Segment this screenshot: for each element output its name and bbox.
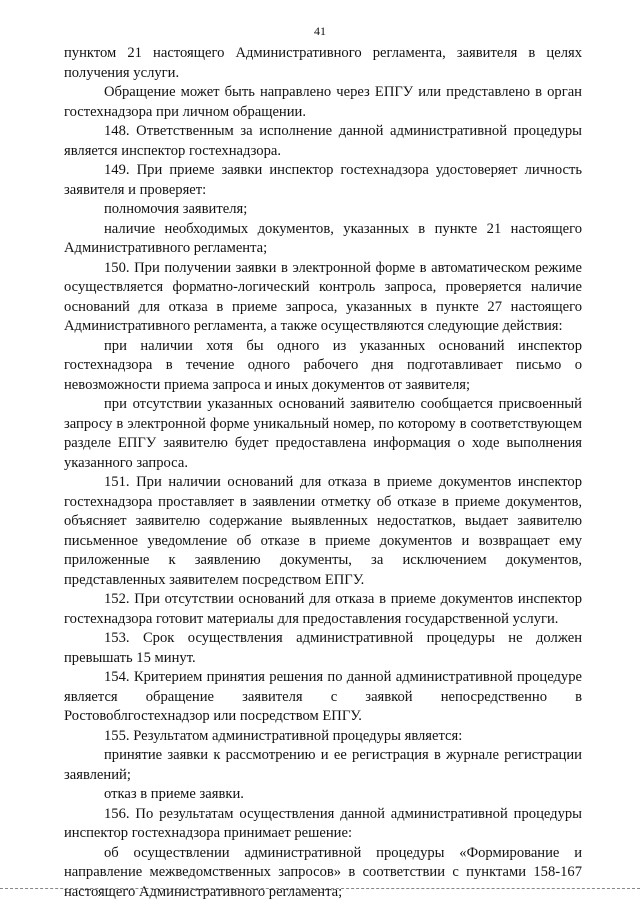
- paragraph-153: 153. Срок осуществления административной процедуры не должен превышать 15 минут.: [64, 630, 582, 666]
- paragraph-151: 151. При наличии оснований для отказа в приеме документов инспектор гостехнадзора проставляет в заявлении отметку об отказе в приеме документов, объясняет заявителю содержание выявленных недостатков, выдает заявителю письменное уведомление об отказе в приеме документов и возвращает ему приложенные к заявлению документы, за исключением документов, представленных заявителем посредством ЕПГУ.: [64, 474, 582, 588]
- list-item: об осуществлении административной процедуры «Формирование и направление межведомственных запросов» в соответствии с пунктами 158-167 настоящего Административного регламента;: [64, 844, 582, 900]
- paragraph-154: 154. Критерием принятия решения по данной административной процедуре является обращение заявителя с заявкой непосредственно в Ростовоблгостехнадзор или посредством ЕПГУ.: [64, 669, 582, 724]
- list-item: отказ в приеме заявки.: [104, 786, 244, 802]
- list-item: при отсутствии указанных оснований заявителю сообщается присвоенный запросу в электронной форме уникальный номер, по которому в соответствующем разделе ЕПГУ заявителю будет предоставлена информация о ходе выполнения указанного запроса.: [64, 396, 582, 471]
- paragraph-continuation: пунктом 21 настоящего Административного регламента, заявителя в целях получения услуги.: [64, 45, 582, 81]
- scan-footer-line: [0, 888, 640, 890]
- list-item: полномочия заявителя;: [104, 201, 248, 217]
- paragraph-149: 149. При приеме заявки инспектор гостехнадзора удостоверяет личность заявителя и проверяет:: [64, 162, 582, 198]
- document-body: [64, 44, 582, 902]
- paragraph-152: 152. При отсутствии оснований для отказа в приеме документов инспектор гостехнадзора готовит материалы для предоставления государственной услуги.: [64, 591, 582, 627]
- paragraph-156: 156. По результатам осуществления данной административной процедуры инспектор гостехнадзора принимает решение:: [64, 805, 582, 841]
- paragraph-148: 148. Ответственным за исполнение данной административной процедуры является инспектор гостехнадзора.: [64, 123, 582, 159]
- paragraph-155: 155. Результатом административной процедуры является:: [104, 727, 463, 744]
- paragraph: Обращение может быть направлено через ЕПГУ или представлено в орган гостехнадзора при личном обращении.: [64, 84, 582, 120]
- page-number: 41: [314, 24, 326, 38]
- paragraph-150: 150. При получении заявки в электронной форме в автоматическом режиме осуществляется форматно-логический контроль запроса, проверяется наличие оснований для отказа в приеме запроса, указанных в пункте 27 настоящего Административного регламента, а также осуществляются следующие действия:: [64, 259, 582, 334]
- list-item: принятие заявки к рассмотрению и ее регистрация в журнале регистрации заявлений;: [64, 747, 582, 783]
- list-item: наличие необходимых документов, указанных в пункте 21 настоящего Административного регламента;: [64, 220, 582, 256]
- list-item: при наличии хотя бы одного из указанных оснований инспектор гостехнадзора в течение одного рабочего дня подготавливает письмо о невозможности приема запроса и иных документов от заявителя;: [64, 337, 582, 393]
